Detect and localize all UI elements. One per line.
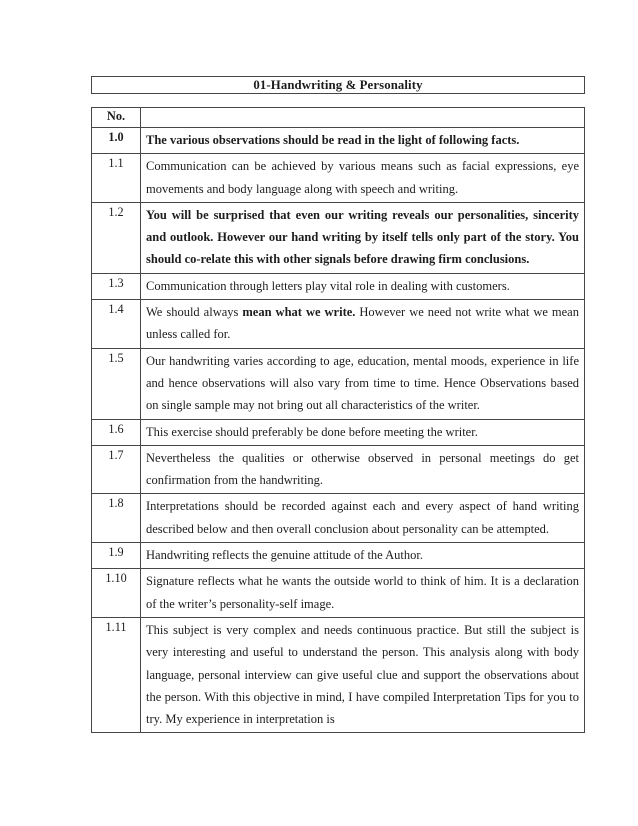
row-content — [141, 494, 585, 543]
text-segment: However we need not write what we mean unless called for. — [146, 305, 579, 342]
text-segment: The various observations should be read in the light of following facts. — [146, 133, 520, 147]
row-number: 1.5 — [92, 348, 141, 419]
table-row — [92, 300, 585, 349]
row-content — [141, 273, 585, 299]
table-row — [92, 445, 585, 494]
row-number: 1.4 — [92, 300, 141, 349]
table-header-row — [92, 108, 585, 128]
text-segment: This subject is very complex and needs continuous practice. But still the subject is very interesting and useful to understand the person. This analysis along with body language, personal interview can give useful clue and support the observations about the person. With this objective in mind, I have compiled Interpretation Tips for you to try. My experience in interpretation is — [146, 622, 579, 727]
row-content — [141, 300, 585, 349]
row-content — [141, 128, 585, 154]
row-number: 1.1 — [92, 154, 141, 203]
row-number: 1.10 — [92, 569, 141, 618]
row-number: 1.7 — [92, 445, 141, 494]
document-title: 01-Handwriting & Personality — [253, 78, 423, 92]
table-row — [92, 128, 585, 154]
table-body — [92, 128, 585, 733]
text-segment: Our handwriting varies according to age, education, mental moods, experience in life and hence observations will also vary from time to time. Hence Observations based on single sample may not bring out all characteristics of the writer. — [146, 353, 579, 413]
text-segment: mean what we write. — [242, 305, 356, 320]
row-content — [141, 617, 585, 732]
table-row — [92, 273, 585, 299]
table-row — [92, 494, 585, 543]
text-segment: This exercise should preferably be done before meeting the writer. — [146, 424, 478, 439]
row-number: 1.9 — [92, 543, 141, 569]
row-content — [141, 348, 585, 419]
text-segment: Signature reflects what he wants the outside world to think of him. It is a declaration of the writer’s personality-self image. — [146, 574, 579, 611]
row-number: 1.2 — [92, 202, 141, 273]
row-content — [141, 445, 585, 494]
content-table — [91, 107, 585, 733]
text-segment: Nevertheless the qualities or otherwise observed in personal meetings do get confirmation from the handwriting. — [146, 450, 579, 488]
text-segment: Communication through letters play vital role in dealing with customers. — [146, 278, 510, 293]
row-content — [141, 569, 585, 618]
row-number: 1.3 — [92, 273, 141, 299]
text-segment: Interpretations should be recorded against each and every aspect of hand writing described below and then overall conclusion about personality can be attempted. — [146, 499, 579, 536]
no-column-header: No. — [92, 108, 141, 128]
row-content — [141, 154, 585, 203]
text-segment: Communication can be achieved by various means such as facial expressions, eye movements and body language along with speech and writing. — [146, 159, 579, 196]
table-row — [92, 617, 585, 732]
row-content — [141, 543, 585, 569]
content-column-header — [141, 108, 585, 128]
table-row — [92, 543, 585, 569]
text-segment: We should always — [146, 305, 243, 320]
document-title-box — [91, 76, 585, 94]
table-row — [92, 202, 585, 273]
row-content — [141, 202, 585, 273]
text-segment: You will be surprised that even our writing reveals our personalities, sincerity and outlook. However our hand writing by itself tells only part of the story. You should co-relate this with other signals before drawing firm conclusions. — [146, 207, 579, 267]
row-number: 1.6 — [92, 419, 141, 445]
text-segment: Handwriting reflects the genuine attitude of the Author. — [146, 548, 424, 563]
row-number: 1.11 — [92, 617, 141, 732]
row-content — [141, 419, 585, 445]
table-row — [92, 569, 585, 618]
table-row — [92, 154, 585, 203]
table-row — [92, 419, 585, 445]
row-number: 1.8 — [92, 494, 141, 543]
table-row — [92, 348, 585, 419]
row-number: 1.0 — [92, 128, 141, 154]
